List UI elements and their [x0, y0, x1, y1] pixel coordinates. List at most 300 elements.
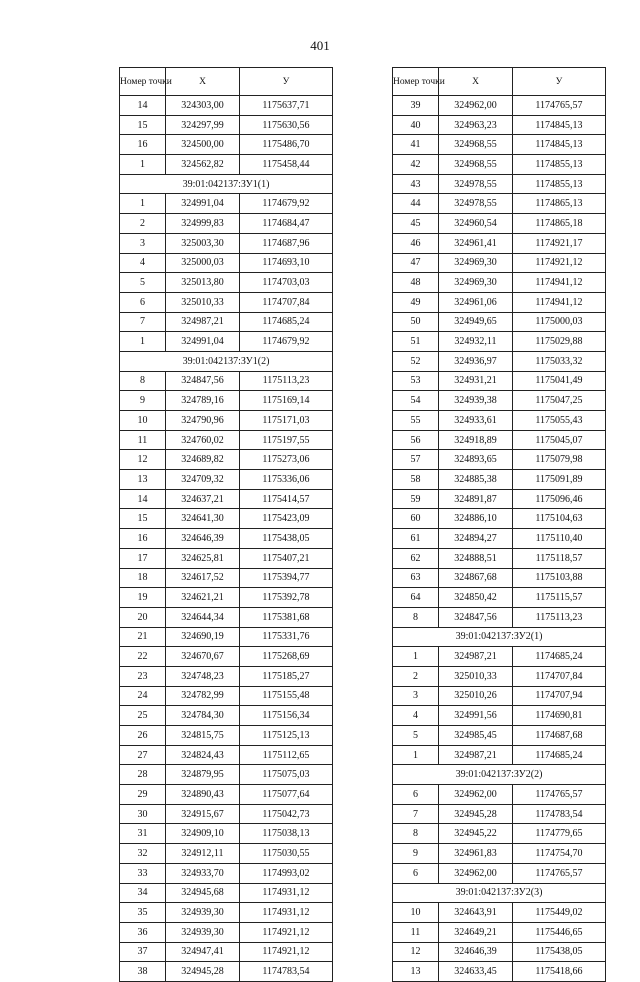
- y-coordinate-cell: 1175155,48: [240, 686, 333, 706]
- page-number: 401: [310, 38, 330, 53]
- y-coordinate-cell: 1175115,57: [513, 588, 606, 608]
- point-number-cell: 4: [120, 253, 166, 273]
- table-row: [393, 726, 606, 746]
- section-row: [120, 174, 333, 194]
- table-row: [393, 411, 606, 431]
- coordinates-table-left: [119, 67, 333, 982]
- table-row: [120, 194, 333, 214]
- header-row: [120, 68, 333, 96]
- y-coordinate-cell: 1175407,21: [240, 548, 333, 568]
- point-number-cell: 1: [393, 647, 439, 667]
- x-coordinate-cell: 325000,03: [166, 253, 240, 273]
- point-number-cell: 29: [120, 785, 166, 805]
- x-coordinate-cell: 324939,30: [166, 903, 240, 923]
- y-coordinate-cell: 1175381,68: [240, 607, 333, 627]
- x-coordinate-cell: 324963,23: [439, 115, 513, 135]
- parcel-section-label: 39:01:042137:ЗУ2(2): [393, 765, 606, 785]
- table-body: [120, 96, 333, 982]
- x-coordinate-cell: 324969,30: [439, 273, 513, 293]
- header-point-number: Номер точки: [393, 68, 439, 96]
- point-number-cell: 61: [393, 529, 439, 549]
- point-number-cell: 27: [120, 745, 166, 765]
- point-number-cell: 15: [120, 115, 166, 135]
- table-row: [393, 312, 606, 332]
- x-coordinate-cell: 324885,38: [439, 470, 513, 490]
- y-coordinate-cell: 1174685,24: [513, 745, 606, 765]
- x-coordinate-cell: 324931,21: [439, 371, 513, 391]
- x-coordinate-cell: 324824,43: [166, 745, 240, 765]
- y-coordinate-cell: 1175113,23: [240, 371, 333, 391]
- point-number-cell: 56: [393, 430, 439, 450]
- x-coordinate-cell: 324945,28: [166, 962, 240, 982]
- table-row: [120, 726, 333, 746]
- point-number-cell: 2: [393, 666, 439, 686]
- x-coordinate-cell: 324689,82: [166, 450, 240, 470]
- table-row: [393, 273, 606, 293]
- section-row: [393, 765, 606, 785]
- table-row: [120, 509, 333, 529]
- y-coordinate-cell: 1175045,07: [513, 430, 606, 450]
- y-coordinate-cell: 1175110,40: [513, 529, 606, 549]
- table-row: [120, 450, 333, 470]
- point-number-cell: 60: [393, 509, 439, 529]
- table-row: [393, 804, 606, 824]
- table-row: [120, 824, 333, 844]
- table-row: [393, 686, 606, 706]
- x-coordinate-cell: 324960,54: [439, 214, 513, 234]
- table-row: [393, 903, 606, 923]
- y-coordinate-cell: 1174993,02: [240, 863, 333, 883]
- point-number-cell: 18: [120, 568, 166, 588]
- point-number-cell: 37: [120, 942, 166, 962]
- point-number-cell: 11: [120, 430, 166, 450]
- point-number-cell: 23: [120, 666, 166, 686]
- table-row: [393, 647, 606, 667]
- y-coordinate-cell: 1175637,71: [240, 96, 333, 116]
- point-number-cell: 5: [120, 273, 166, 293]
- y-coordinate-cell: 1175268,69: [240, 647, 333, 667]
- point-number-cell: 10: [393, 903, 439, 923]
- header-x: X: [166, 68, 240, 96]
- point-number-cell: 43: [393, 174, 439, 194]
- y-coordinate-cell: 1175630,56: [240, 115, 333, 135]
- x-coordinate-cell: 324933,70: [166, 863, 240, 883]
- point-number-cell: 59: [393, 489, 439, 509]
- y-coordinate-cell: 1175096,46: [513, 489, 606, 509]
- point-number-cell: 1: [120, 332, 166, 352]
- point-number-cell: 26: [120, 726, 166, 746]
- table-row: [120, 883, 333, 903]
- y-coordinate-cell: 1174941,12: [513, 292, 606, 312]
- y-coordinate-cell: 1174765,57: [513, 863, 606, 883]
- y-coordinate-cell: 1174693,10: [240, 253, 333, 273]
- y-coordinate-cell: 1175118,57: [513, 548, 606, 568]
- point-number-cell: 47: [393, 253, 439, 273]
- table-row: [393, 568, 606, 588]
- table-row: [120, 666, 333, 686]
- table-row: [393, 509, 606, 529]
- y-coordinate-cell: 1175038,13: [240, 824, 333, 844]
- y-coordinate-cell: 1174703,03: [240, 273, 333, 293]
- y-coordinate-cell: 1174783,54: [513, 804, 606, 824]
- y-coordinate-cell: 1175458,44: [240, 155, 333, 175]
- y-coordinate-cell: 1175414,57: [240, 489, 333, 509]
- header-x: X: [439, 68, 513, 96]
- table-row: [120, 548, 333, 568]
- x-coordinate-cell: 324962,00: [439, 96, 513, 116]
- table-row: [393, 332, 606, 352]
- point-number-cell: 46: [393, 233, 439, 253]
- point-number-cell: 1: [120, 194, 166, 214]
- point-number-cell: 9: [120, 391, 166, 411]
- x-coordinate-cell: 324709,32: [166, 470, 240, 490]
- point-number-cell: 21: [120, 627, 166, 647]
- y-coordinate-cell: 1174685,24: [240, 312, 333, 332]
- x-coordinate-cell: 324939,38: [439, 391, 513, 411]
- x-coordinate-cell: 324961,41: [439, 233, 513, 253]
- point-number-cell: 42: [393, 155, 439, 175]
- x-coordinate-cell: 324649,21: [439, 922, 513, 942]
- table-row: [393, 430, 606, 450]
- table-row: [120, 765, 333, 785]
- x-coordinate-cell: 324968,55: [439, 135, 513, 155]
- point-number-cell: 31: [120, 824, 166, 844]
- point-number-cell: 14: [120, 489, 166, 509]
- point-number-cell: 39: [393, 96, 439, 116]
- y-coordinate-cell: 1174865,13: [513, 194, 606, 214]
- x-coordinate-cell: 324890,43: [166, 785, 240, 805]
- table-row: [120, 942, 333, 962]
- x-coordinate-cell: 324646,39: [439, 942, 513, 962]
- table-row: [120, 903, 333, 923]
- x-coordinate-cell: 324945,28: [439, 804, 513, 824]
- y-coordinate-cell: 1175438,05: [240, 529, 333, 549]
- x-coordinate-cell: 324690,19: [166, 627, 240, 647]
- table-row: [393, 351, 606, 371]
- y-coordinate-cell: 1175273,06: [240, 450, 333, 470]
- y-coordinate-cell: 1175055,43: [513, 411, 606, 431]
- table-row: [393, 253, 606, 273]
- x-coordinate-cell: 324949,65: [439, 312, 513, 332]
- point-number-cell: 19: [120, 588, 166, 608]
- x-coordinate-cell: 325010,26: [439, 686, 513, 706]
- y-coordinate-cell: 1175091,89: [513, 470, 606, 490]
- table-row: [393, 607, 606, 627]
- x-coordinate-cell: 324936,97: [439, 351, 513, 371]
- x-coordinate-cell: 324947,41: [166, 942, 240, 962]
- y-coordinate-cell: 1174779,65: [513, 824, 606, 844]
- y-coordinate-cell: 1175438,05: [513, 942, 606, 962]
- x-coordinate-cell: 324790,96: [166, 411, 240, 431]
- point-number-cell: 1: [120, 155, 166, 175]
- table-row: [393, 666, 606, 686]
- table-row: [120, 627, 333, 647]
- point-number-cell: 3: [393, 686, 439, 706]
- point-number-cell: 6: [393, 785, 439, 805]
- y-coordinate-cell: 1174707,84: [513, 666, 606, 686]
- y-coordinate-cell: 1175029,88: [513, 332, 606, 352]
- point-number-cell: 15: [120, 509, 166, 529]
- x-coordinate-cell: 324748,23: [166, 666, 240, 686]
- table-row: [393, 962, 606, 982]
- x-coordinate-cell: 324991,04: [166, 194, 240, 214]
- y-coordinate-cell: 1175169,14: [240, 391, 333, 411]
- x-coordinate-cell: 324985,45: [439, 726, 513, 746]
- y-coordinate-cell: 1174707,84: [240, 292, 333, 312]
- y-coordinate-cell: 1175446,65: [513, 922, 606, 942]
- table-row: [120, 686, 333, 706]
- point-number-cell: 41: [393, 135, 439, 155]
- point-number-cell: 33: [120, 863, 166, 883]
- y-coordinate-cell: 1175185,27: [240, 666, 333, 686]
- x-coordinate-cell: 324962,00: [439, 863, 513, 883]
- point-number-cell: 5: [393, 726, 439, 746]
- header-y: У: [240, 68, 333, 96]
- table-row: [120, 312, 333, 332]
- x-coordinate-cell: 324782,99: [166, 686, 240, 706]
- y-coordinate-cell: 1174845,13: [513, 115, 606, 135]
- y-coordinate-cell: 1175486,70: [240, 135, 333, 155]
- y-coordinate-cell: 1175394,77: [240, 568, 333, 588]
- point-number-cell: 2: [120, 214, 166, 234]
- y-coordinate-cell: 1175047,25: [513, 391, 606, 411]
- x-coordinate-cell: 324978,55: [439, 194, 513, 214]
- y-coordinate-cell: 1175171,03: [240, 411, 333, 431]
- point-number-cell: 22: [120, 647, 166, 667]
- x-coordinate-cell: 324784,30: [166, 706, 240, 726]
- y-coordinate-cell: 1175336,06: [240, 470, 333, 490]
- y-coordinate-cell: 1174754,70: [513, 844, 606, 864]
- y-coordinate-cell: 1175042,73: [240, 804, 333, 824]
- table-row: [393, 785, 606, 805]
- y-coordinate-cell: 1174931,12: [240, 903, 333, 923]
- y-coordinate-cell: 1174931,12: [240, 883, 333, 903]
- x-coordinate-cell: 324760,02: [166, 430, 240, 450]
- point-number-cell: 12: [393, 942, 439, 962]
- table-row: [120, 253, 333, 273]
- table-row: [393, 942, 606, 962]
- x-coordinate-cell: 324500,00: [166, 135, 240, 155]
- y-coordinate-cell: 1175112,65: [240, 745, 333, 765]
- x-coordinate-cell: 324617,52: [166, 568, 240, 588]
- x-coordinate-cell: 324625,81: [166, 548, 240, 568]
- point-number-cell: 36: [120, 922, 166, 942]
- y-coordinate-cell: 1174687,96: [240, 233, 333, 253]
- table-row: [393, 233, 606, 253]
- table-row: [393, 155, 606, 175]
- point-number-cell: 40: [393, 115, 439, 135]
- header-point-number: Номер точки: [120, 68, 166, 96]
- table-row: [393, 489, 606, 509]
- table-row: [120, 470, 333, 490]
- point-number-cell: 48: [393, 273, 439, 293]
- point-number-cell: 11: [393, 922, 439, 942]
- x-coordinate-cell: 324945,68: [166, 883, 240, 903]
- y-coordinate-cell: 1175000,03: [513, 312, 606, 332]
- point-number-cell: 8: [393, 824, 439, 844]
- point-number-cell: 16: [120, 529, 166, 549]
- y-coordinate-cell: 1174679,92: [240, 332, 333, 352]
- table-row: [120, 706, 333, 726]
- x-coordinate-cell: 324879,95: [166, 765, 240, 785]
- x-coordinate-cell: 324297,99: [166, 115, 240, 135]
- table-row: [120, 489, 333, 509]
- x-coordinate-cell: 324961,06: [439, 292, 513, 312]
- table-row: [393, 548, 606, 568]
- x-coordinate-cell: 324867,68: [439, 568, 513, 588]
- x-coordinate-cell: 324933,61: [439, 411, 513, 431]
- x-coordinate-cell: 324991,04: [166, 332, 240, 352]
- x-coordinate-cell: 324646,39: [166, 529, 240, 549]
- table-row: [393, 135, 606, 155]
- y-coordinate-cell: 1175041,49: [513, 371, 606, 391]
- x-coordinate-cell: 324847,56: [166, 371, 240, 391]
- point-number-cell: 54: [393, 391, 439, 411]
- parcel-section-label: 39:01:042137:ЗУ1(1): [120, 174, 333, 194]
- y-coordinate-cell: 1175104,63: [513, 509, 606, 529]
- y-coordinate-cell: 1174765,57: [513, 96, 606, 116]
- x-coordinate-cell: 324670,67: [166, 647, 240, 667]
- table-row: [120, 155, 333, 175]
- table-row: [393, 214, 606, 234]
- point-number-cell: 6: [393, 863, 439, 883]
- x-coordinate-cell: 324815,75: [166, 726, 240, 746]
- table-row: [120, 844, 333, 864]
- table-row: [120, 273, 333, 293]
- x-coordinate-cell: 324961,83: [439, 844, 513, 864]
- point-number-cell: 58: [393, 470, 439, 490]
- point-number-cell: 25: [120, 706, 166, 726]
- y-coordinate-cell: 1175197,55: [240, 430, 333, 450]
- point-number-cell: 34: [120, 883, 166, 903]
- x-coordinate-cell: 324991,56: [439, 706, 513, 726]
- point-number-cell: 44: [393, 194, 439, 214]
- x-coordinate-cell: 324633,45: [439, 962, 513, 982]
- point-number-cell: 38: [120, 962, 166, 982]
- point-number-cell: 50: [393, 312, 439, 332]
- point-number-cell: 3: [120, 233, 166, 253]
- y-coordinate-cell: 1174921,12: [240, 922, 333, 942]
- table-row: [393, 292, 606, 312]
- header-row: [393, 68, 606, 96]
- table-row: [393, 371, 606, 391]
- x-coordinate-cell: 324999,83: [166, 214, 240, 234]
- table-row: [393, 391, 606, 411]
- x-coordinate-cell: 324987,21: [166, 312, 240, 332]
- x-coordinate-cell: 324909,10: [166, 824, 240, 844]
- point-number-cell: 14: [120, 96, 166, 116]
- table-body: [393, 96, 606, 982]
- table-row: [393, 706, 606, 726]
- table-row: [120, 135, 333, 155]
- point-number-cell: 32: [120, 844, 166, 864]
- x-coordinate-cell: 324962,00: [439, 785, 513, 805]
- point-number-cell: 12: [120, 450, 166, 470]
- table-row: [120, 292, 333, 312]
- y-coordinate-cell: 1175418,66: [513, 962, 606, 982]
- x-coordinate-cell: 324644,34: [166, 607, 240, 627]
- point-number-cell: 1: [393, 745, 439, 765]
- x-coordinate-cell: 324894,27: [439, 529, 513, 549]
- x-coordinate-cell: 324939,30: [166, 922, 240, 942]
- table-row: [393, 470, 606, 490]
- coordinates-table-right: [392, 67, 606, 982]
- x-coordinate-cell: 324886,10: [439, 509, 513, 529]
- table-row: [393, 922, 606, 942]
- x-coordinate-cell: 325010,33: [439, 666, 513, 686]
- header-y: У: [513, 68, 606, 96]
- table-row: [393, 863, 606, 883]
- x-coordinate-cell: 324915,67: [166, 804, 240, 824]
- x-coordinate-cell: 325013,80: [166, 273, 240, 293]
- x-coordinate-cell: 324850,42: [439, 588, 513, 608]
- section-row: [393, 627, 606, 647]
- table-row: [393, 115, 606, 135]
- table-row: [393, 745, 606, 765]
- point-number-cell: 64: [393, 588, 439, 608]
- point-number-cell: 30: [120, 804, 166, 824]
- point-number-cell: 20: [120, 607, 166, 627]
- table-row: [120, 332, 333, 352]
- point-number-cell: 8: [120, 371, 166, 391]
- y-coordinate-cell: 1174865,18: [513, 214, 606, 234]
- y-coordinate-cell: 1175103,88: [513, 568, 606, 588]
- table-row: [120, 863, 333, 883]
- table-row: [120, 96, 333, 116]
- point-number-cell: 52: [393, 351, 439, 371]
- table-row: [393, 824, 606, 844]
- section-row: [120, 351, 333, 371]
- table-row: [393, 529, 606, 549]
- x-coordinate-cell: 324987,21: [439, 647, 513, 667]
- y-coordinate-cell: 1174765,57: [513, 785, 606, 805]
- table-row: [393, 844, 606, 864]
- y-coordinate-cell: 1174921,12: [513, 253, 606, 273]
- x-coordinate-cell: 324641,30: [166, 509, 240, 529]
- point-number-cell: 53: [393, 371, 439, 391]
- table-row: [120, 607, 333, 627]
- table-row: [393, 194, 606, 214]
- y-coordinate-cell: 1175449,02: [513, 903, 606, 923]
- y-coordinate-cell: 1175077,64: [240, 785, 333, 805]
- point-number-cell: 13: [393, 962, 439, 982]
- table-row: [120, 233, 333, 253]
- y-coordinate-cell: 1175030,55: [240, 844, 333, 864]
- y-coordinate-cell: 1174679,92: [240, 194, 333, 214]
- table-row: [120, 115, 333, 135]
- point-number-cell: 10: [120, 411, 166, 431]
- table-row: [120, 785, 333, 805]
- y-coordinate-cell: 1175033,32: [513, 351, 606, 371]
- point-number-cell: 9: [393, 844, 439, 864]
- y-coordinate-cell: 1174783,54: [240, 962, 333, 982]
- y-coordinate-cell: 1175075,03: [240, 765, 333, 785]
- x-coordinate-cell: 324932,11: [439, 332, 513, 352]
- y-coordinate-cell: 1174684,47: [240, 214, 333, 234]
- x-coordinate-cell: 324918,89: [439, 430, 513, 450]
- table-row: [120, 804, 333, 824]
- table-row: [120, 647, 333, 667]
- table-row: [393, 174, 606, 194]
- y-coordinate-cell: 1174687,68: [513, 726, 606, 746]
- table-row: [120, 962, 333, 982]
- x-coordinate-cell: 324912,11: [166, 844, 240, 864]
- point-number-cell: 35: [120, 903, 166, 923]
- point-number-cell: 24: [120, 686, 166, 706]
- y-coordinate-cell: 1175156,34: [240, 706, 333, 726]
- x-coordinate-cell: 325010,33: [166, 292, 240, 312]
- x-coordinate-cell: 324891,87: [439, 489, 513, 509]
